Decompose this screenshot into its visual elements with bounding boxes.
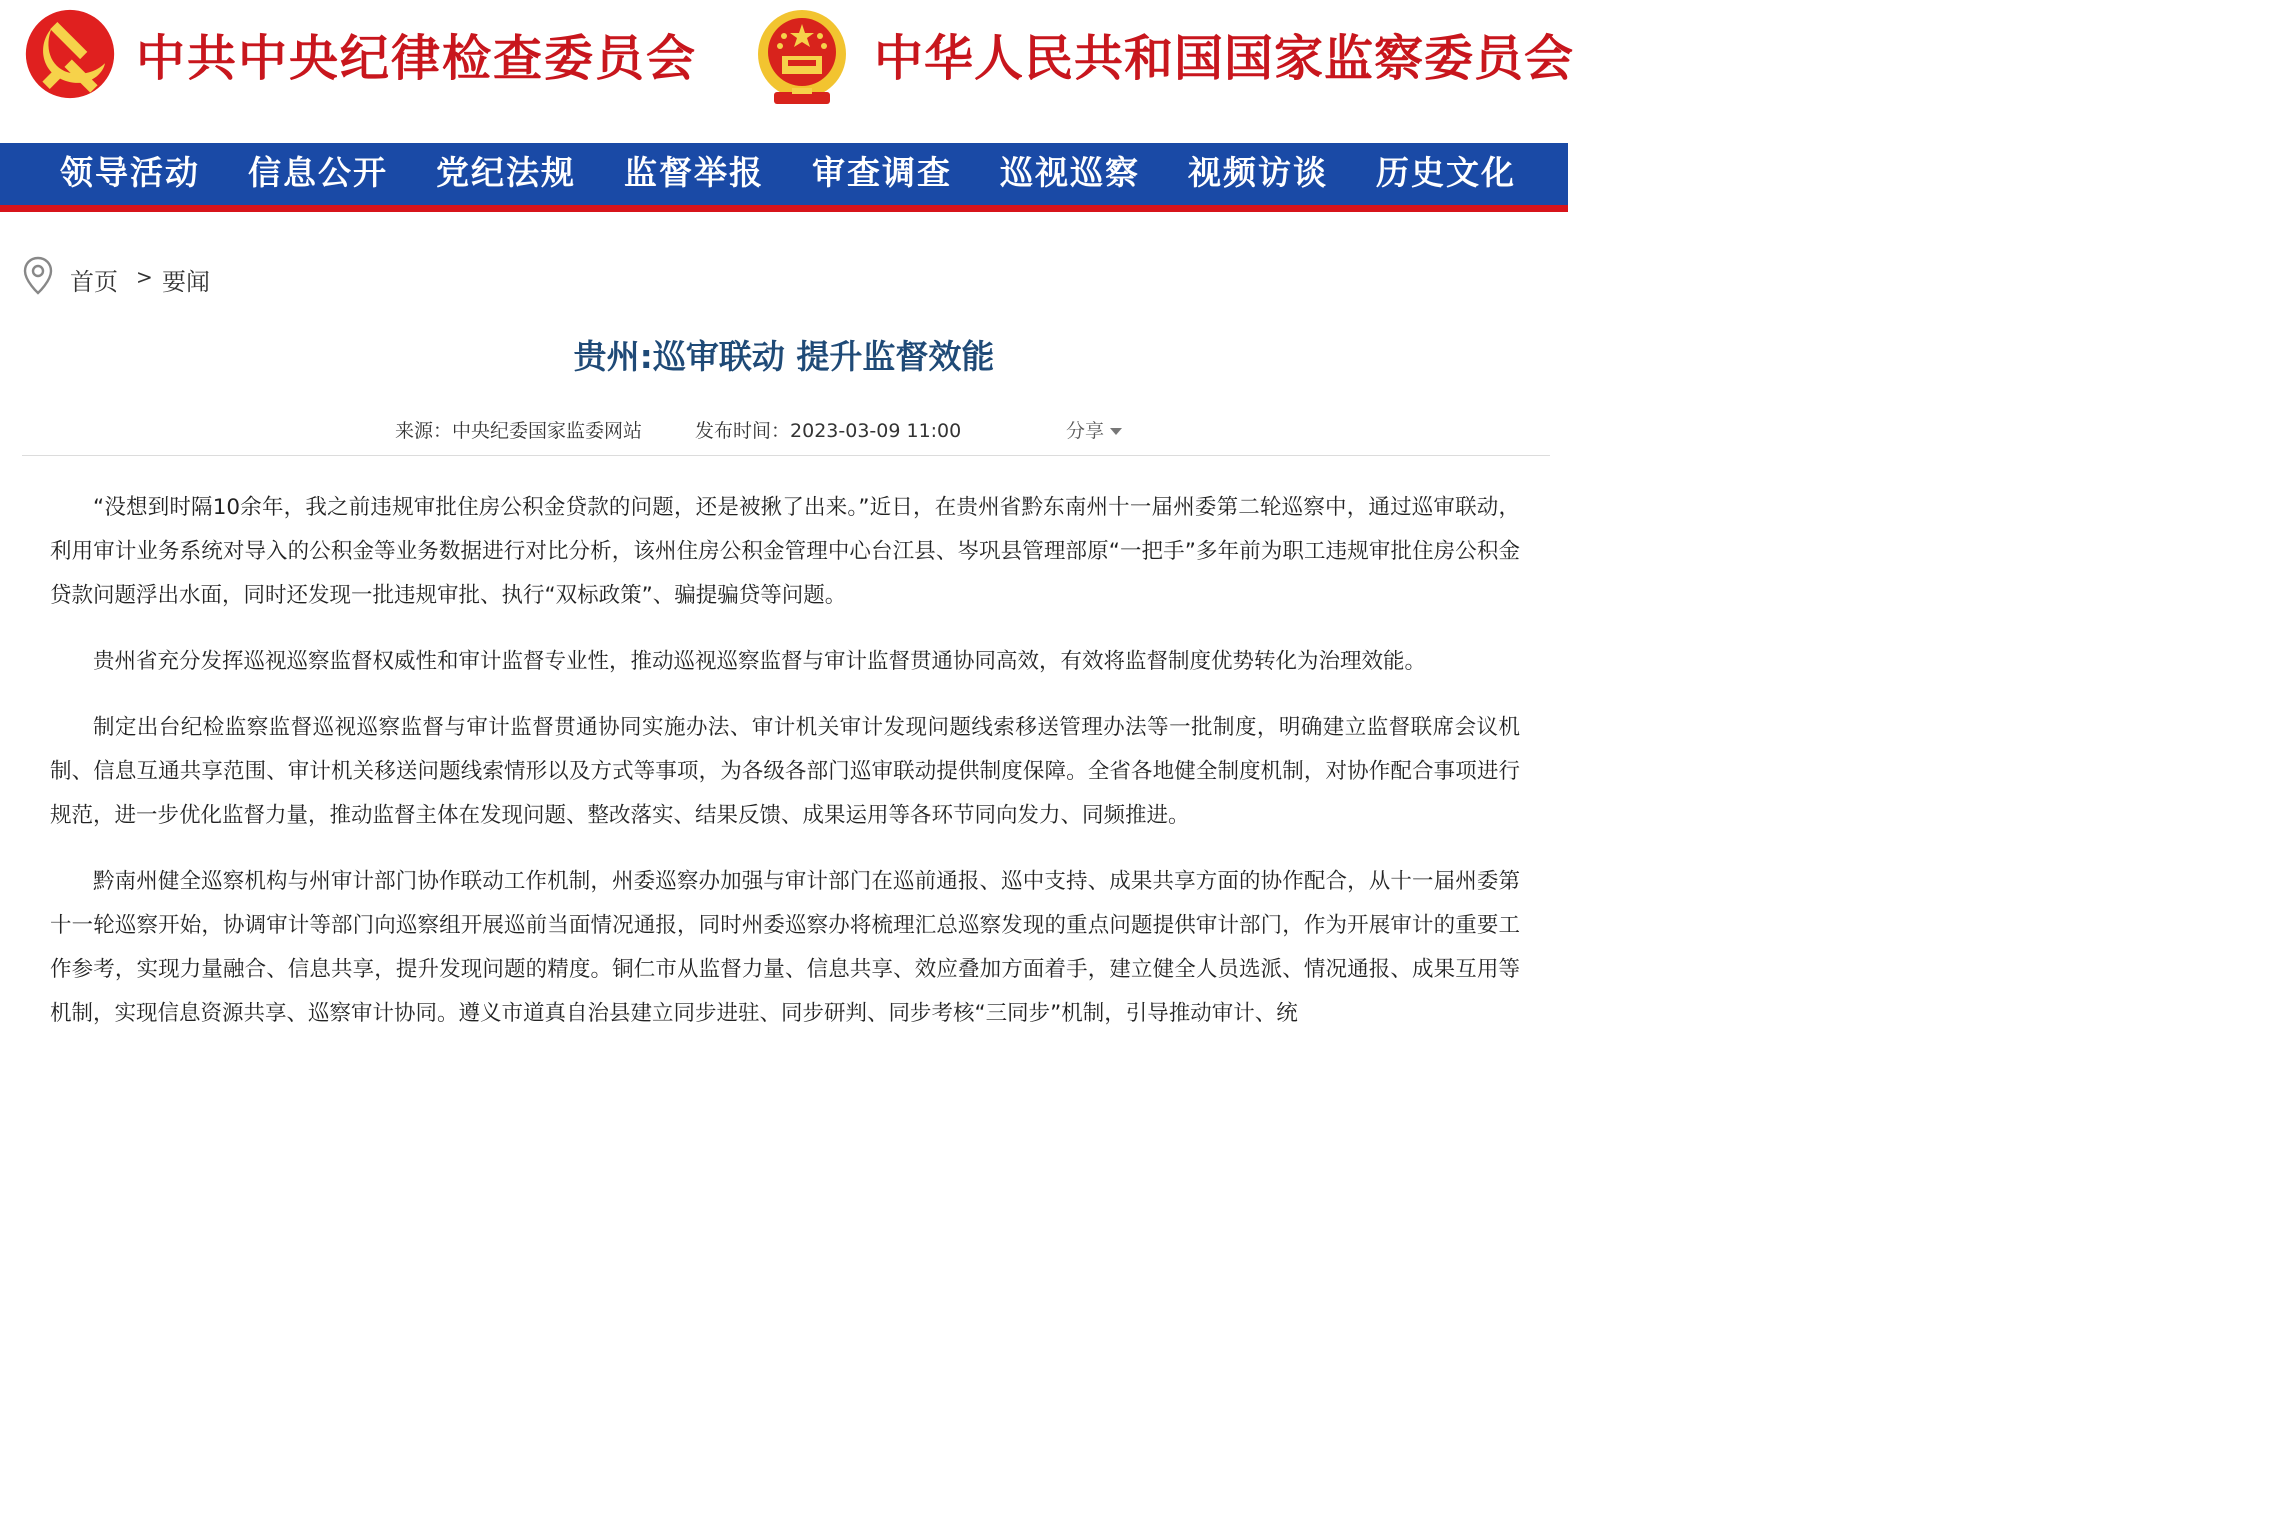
nav-item-inspection-tours[interactable]: 巡视巡察 xyxy=(1000,153,1140,192)
nav-item-supervision-report[interactable]: 监督举报 xyxy=(624,153,764,192)
article-paragraph: 制定出台纪检监察监督巡视巡察监督与审计监督贯通协同实施办法、审计机关审计发现问题线索移送管理办法等一批制度，明确建立监督联席会议机制、信息互通共享范围、审计机关移送问题线索情形以及方式等事项，为各级各部门巡审联动提供制度保障。全省各地健全制度机制，对协作配合事项进行规范，进一步优化监督力量，推动监督主体在发现问题、整改落实、结果反馈、成果运用等各环节同向发力、同频推进。 xyxy=(50,715,1520,828)
share-button[interactable] xyxy=(1066,416,1122,443)
share-label: 分享 xyxy=(1066,420,1105,442)
article-title: 贵州:巡审联动 提升监督效能 xyxy=(573,337,995,376)
site-header xyxy=(0,0,1575,143)
nav-item-information-disclosure[interactable]: 信息公开 xyxy=(248,153,388,192)
nav-item-history-culture[interactable]: 历史文化 xyxy=(1376,153,1516,192)
publish-time-label: 发布时间： xyxy=(695,420,791,442)
source-label: 来源： xyxy=(395,420,453,442)
national-emblem-icon[interactable] xyxy=(752,6,852,108)
breadcrumb-separator: > xyxy=(136,265,153,289)
party-emblem-icon[interactable] xyxy=(24,8,116,100)
article-publish-time xyxy=(695,416,961,446)
source-value: 中央纪委国家监委网站 xyxy=(452,420,643,442)
nav-item-leadership-activities[interactable]: 领导活动 xyxy=(60,153,200,192)
article-body xyxy=(50,486,1520,1058)
location-pin-icon xyxy=(22,256,54,296)
nav-item-video-interviews[interactable]: 视频访谈 xyxy=(1188,153,1328,192)
article-paragraph: 黔南州健全巡察机构与州审计部门协作联动工作机制，州委巡察办加强与审计部门在巡前通报、巡中支持、成果共享方面的协作配合，从十一届州委第十一轮巡察开始，协调审计等部门向巡察组开展巡前当面情况通报，同时州委巡察办将梳理汇总巡察发现的重点问题提供审计部门，作为开展审计的重要工作参考，实现力量融合、信息共享，提升发现问题的精度。铜仁市从监督力量、信息共享、效应叠加方面着手，建立健全人员选派、情况通报、成果互用等机制，实现信息资源共享、巡察审计协同。遵义市道真自治县建立同步进驻、同步研判、同步考核“三同步”机制，引导推动审计、统 xyxy=(50,869,1520,1026)
breadcrumb-current[interactable]: 要闻 xyxy=(162,268,210,296)
publish-time-value: 2023-03-09 11:00 xyxy=(790,420,962,442)
meta-divider xyxy=(22,455,1550,456)
article-paragraph: “没想到时隔10余年，我之前违规审批住房公积金贷款的问题，还是被揪了出来。”近日，在贵州省黔东南州十一届州委第二轮巡察中，通过巡审联动，利用审计业务系统对导入的公积金等业务数据进行对比分析，该州住房公积金管理中心台江县、岑巩县管理部原“一把手”多年前为职工违规审批住房公积金贷款问题浮出水面，同时还发现一批违规审批、执行“双标政策”、骗提骗贷等问题。 xyxy=(50,495,1520,608)
nav-item-review-investigation[interactable]: 审查调查 xyxy=(812,153,952,192)
nav-item-party-regulations[interactable]: 党纪法规 xyxy=(436,153,576,192)
cpc-discipline-commission-title: 中共中央纪律检查委员会 xyxy=(136,29,698,87)
main-nav xyxy=(0,143,1568,212)
article-paragraph: 贵州省充分发挥巡视巡察监督权威性和审计监督专业性，推动巡视巡察监督与审计监督贯通协同高效，有效将监督制度优势转化为治理效能。 xyxy=(93,649,1427,674)
national-supervisory-commission-title: 中华人民共和国国家监察委员会 xyxy=(874,29,1575,87)
chevron-down-icon xyxy=(1110,428,1122,435)
breadcrumb-home-link[interactable]: 首页 xyxy=(70,268,118,296)
article-source xyxy=(395,416,642,446)
